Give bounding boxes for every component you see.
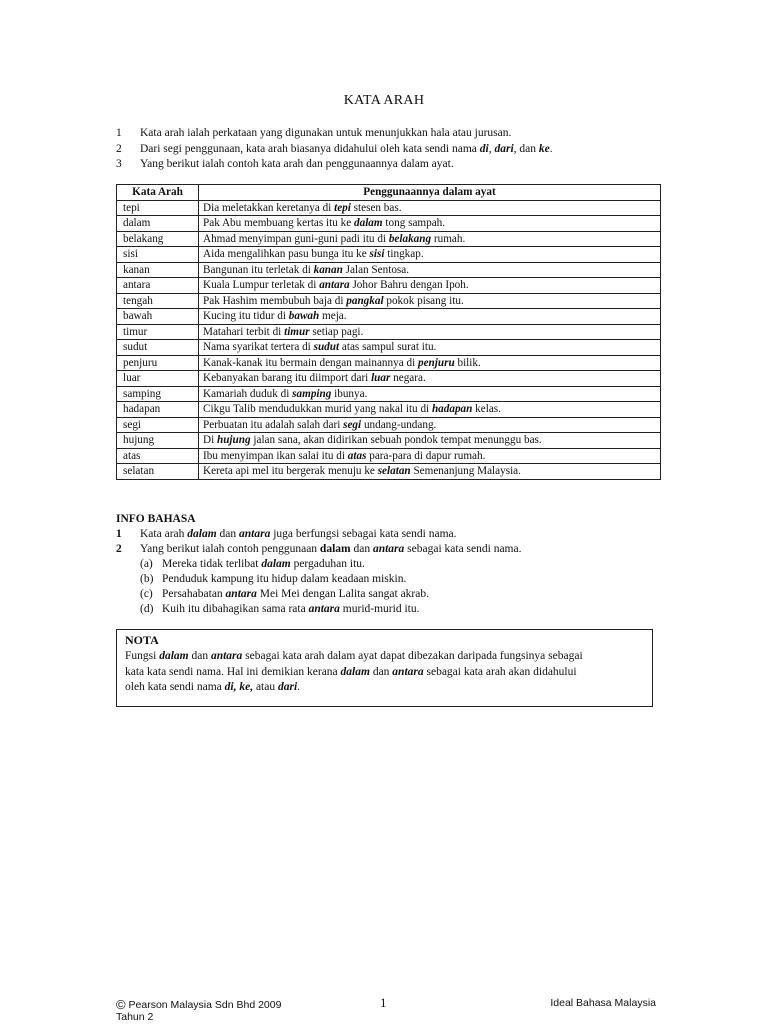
intro-text	[140, 158, 454, 170]
plain-text: Kata arah	[140, 528, 188, 540]
example-text	[162, 588, 429, 600]
plain-text: dan	[216, 528, 239, 540]
example-label: (a)	[140, 558, 153, 570]
plain-text: .	[549, 142, 553, 155]
table-row	[117, 386, 661, 402]
emphasis-text: antara	[239, 528, 271, 540]
plain-text: Yang berikut ialah contoh kata arah dan penggunaannya dalam ayat.	[140, 158, 454, 170]
example-item	[116, 557, 676, 572]
plain-text: dan	[369, 665, 393, 678]
plain-text: Yang berikut ialah contoh penggunaan	[140, 543, 320, 555]
info-item	[116, 542, 676, 557]
table-row	[117, 448, 661, 464]
kata-arah-cell: hadapan	[117, 402, 199, 418]
plain-text: Penduduk kampung itu hidup dalam keadaan miskin.	[162, 573, 407, 585]
kata-arah-cell: timur	[117, 324, 199, 340]
emphasis-text: antara	[372, 543, 405, 555]
emphasis-text: belakang	[388, 232, 432, 245]
plain-text: juga berfungsi sebagai kata sendi nama.	[270, 528, 457, 540]
plain-text: atau	[253, 681, 278, 693]
emphasis-text: kanan	[313, 263, 343, 276]
kata-arah-cell: segi	[117, 417, 199, 433]
table-row	[117, 278, 661, 294]
example-sentence-cell	[199, 247, 661, 263]
emphasis-text: luar	[371, 372, 391, 385]
emphasis-text: dalam	[354, 217, 383, 230]
plain-text: Kuih itu dibahagikan sama rata	[162, 603, 309, 615]
plain-text: atas sampul surat itu.	[339, 341, 437, 354]
plain-text: , dan	[513, 142, 539, 155]
plain-text: oleh kata sendi nama	[125, 681, 225, 693]
info-number: 1	[116, 528, 122, 540]
plain-text: undang-undang.	[361, 418, 437, 431]
kata-arah-cell: tepi	[117, 200, 199, 216]
column-header-kata-arah: Kata Arah	[117, 185, 199, 201]
plain-text: pokok pisang itu.	[383, 294, 464, 307]
plain-text: bilik.	[454, 356, 481, 369]
emphasis-text: tepi	[334, 201, 351, 214]
plain-text: para-para di dapur rumah.	[366, 449, 486, 462]
emphasis-text: dalam	[159, 650, 189, 662]
example-sentence-cell	[199, 231, 661, 247]
emphasis-text: antara	[308, 603, 340, 615]
plain-text: ibunya.	[331, 387, 368, 400]
page-title: KATA ARAH	[343, 93, 425, 108]
intro-text	[140, 143, 553, 155]
nota-line	[125, 649, 644, 665]
example-sentence-cell	[199, 386, 661, 402]
plain-text: ,	[488, 142, 495, 155]
kata-arah-cell: samping	[117, 386, 199, 402]
kata-arah-cell: kanan	[117, 262, 199, 278]
example-sentence-cell	[199, 402, 661, 418]
emphasis-text: dalam	[187, 528, 217, 540]
table-row	[117, 417, 661, 433]
example-sentence-cell	[199, 417, 661, 433]
info-item	[116, 527, 676, 542]
plain-text: Kanak-kanak itu bermain dengan mainannya di	[203, 356, 418, 369]
example-sentence-cell	[199, 293, 661, 309]
plain-text: Aida mengalihkan pasu bunga itu ke	[203, 248, 370, 261]
example-label: (b)	[140, 573, 154, 585]
table-header-row	[117, 185, 661, 201]
plain-text: Johor Bahru dengan Ipoh.	[349, 279, 469, 292]
info-heading: INFO BAHASA	[116, 513, 196, 525]
book-title: Ideal Bahasa Malaysia	[550, 997, 656, 1009]
table-row	[117, 200, 661, 216]
example-sentence-cell	[199, 324, 661, 340]
plain-text: Persahabatan	[162, 588, 226, 600]
emphasis-text: di	[479, 142, 489, 155]
kata-arah-table	[116, 184, 661, 480]
copyright-icon: ©	[116, 997, 126, 1012]
emphasis-text: antara	[210, 650, 243, 662]
nota-heading: NOTA	[125, 633, 159, 647]
plain-text: rumah.	[431, 232, 466, 245]
emphasis-text: dari	[494, 142, 514, 155]
kata-arah-cell: dalam	[117, 216, 199, 232]
intro-text	[140, 127, 511, 139]
kata-arah-cell: atas	[117, 448, 199, 464]
example-sentence-cell	[199, 464, 661, 480]
example-sentence-cell	[199, 433, 661, 449]
kata-arah-cell: bawah	[117, 309, 199, 325]
emphasis-text: penjuru	[417, 356, 455, 369]
emphasis-text: bawah	[288, 310, 320, 323]
kata-arah-cell: belakang	[117, 231, 199, 247]
emphasis-text: antara	[225, 588, 257, 600]
plain-text: dan	[350, 543, 373, 555]
nota-line	[125, 680, 644, 696]
table-row	[117, 371, 661, 387]
plain-text: Pak Abu membuang kertas itu ke	[203, 217, 355, 230]
plain-text: Kebanyakan barang itu diimport dari	[203, 372, 372, 385]
table-body	[117, 200, 661, 479]
emphasis-text: antara	[319, 279, 350, 292]
column-header-penggunaan: Penggunaannya dalam ayat	[199, 185, 661, 201]
table-row	[117, 324, 661, 340]
emphasis-text: sudut	[313, 341, 340, 354]
intro-number: 3	[116, 158, 122, 170]
plain-text: murid-murid itu.	[339, 603, 420, 615]
example-sentence-cell	[199, 262, 661, 278]
kata-arah-cell: penjuru	[117, 355, 199, 371]
example-sentence-cell	[199, 309, 661, 325]
table-row	[117, 355, 661, 371]
plain-text: dan	[188, 650, 211, 662]
plain-text: pergaduhan itu.	[290, 558, 365, 570]
plain-text: negara.	[390, 372, 426, 385]
plain-text: Cikgu Talib mendudukkan murid yang nakal itu di	[203, 403, 432, 416]
example-sentence-cell	[199, 448, 661, 464]
plain-text: kata kata sendi nama. Hal ini demikian kerana	[125, 665, 341, 678]
kata-arah-cell: antara	[117, 278, 199, 294]
kata-arah-cell: sisi	[117, 247, 199, 263]
table-row	[117, 402, 661, 418]
plain-text: sebagai kata arah akan didahului	[423, 665, 577, 678]
kata-arah-cell: hujung	[117, 433, 199, 449]
plain-text: meja.	[319, 310, 347, 323]
emphasis-text: segi	[343, 418, 362, 431]
table-row	[117, 216, 661, 232]
emphasis-text: dalam	[261, 558, 291, 570]
plain-text: Jalan Sentosa.	[342, 263, 410, 276]
example-item	[116, 587, 676, 602]
table-row	[117, 433, 661, 449]
kata-arah-cell: luar	[117, 371, 199, 387]
example-item	[116, 572, 676, 587]
info-text	[140, 528, 457, 540]
plain-text: Perbuatan itu adalah salah dari	[203, 418, 344, 431]
table-row	[117, 247, 661, 263]
plain-text: Fungsi	[125, 650, 160, 662]
example-text	[162, 603, 419, 615]
plain-text: Matahari terbit di	[203, 325, 285, 338]
info-number: 2	[116, 543, 122, 555]
plain-text: Mei Mei dengan Lalita sangat akrab.	[256, 588, 429, 600]
emphasis-text: dari	[277, 681, 298, 693]
example-label: (d)	[140, 603, 154, 615]
table-row	[117, 262, 661, 278]
bold-text: dalam	[319, 543, 351, 555]
example-sentence-cell	[199, 278, 661, 294]
example-sentence-cell	[199, 355, 661, 371]
plain-text: Nama syarikat tertera di	[203, 341, 314, 354]
plain-text: .	[297, 681, 301, 693]
footer-publisher	[116, 997, 281, 1012]
kata-arah-cell: sudut	[117, 340, 199, 356]
plain-text: stesen bas.	[350, 201, 402, 214]
plain-text: tong sampah.	[382, 217, 446, 230]
example-text	[162, 573, 406, 585]
emphasis-text: atas	[347, 449, 367, 462]
plain-text: Kuala Lumpur terletak di	[203, 279, 320, 292]
example-item	[116, 602, 676, 617]
example-sentence-cell	[199, 371, 661, 387]
nota-line	[125, 665, 644, 681]
emphasis-text: selatan	[377, 465, 411, 478]
intro-item	[116, 157, 676, 173]
plain-text: Di	[203, 434, 217, 447]
publisher-text: Pearson Malaysia Sdn Bhd 2009	[128, 999, 282, 1011]
emphasis-text: hujung	[216, 434, 251, 447]
emphasis-text: timur	[284, 325, 310, 338]
table-row	[117, 340, 661, 356]
intro-item	[116, 126, 676, 142]
emphasis-text: samping	[292, 387, 332, 400]
plain-text: Semenanjung Malaysia.	[410, 465, 521, 478]
emphasis-text: dalam	[340, 665, 370, 678]
plain-text: Mereka tidak terlibat	[162, 558, 262, 570]
example-sentence-cell	[199, 216, 661, 232]
page-number: 1	[380, 995, 387, 1010]
intro-number: 1	[116, 127, 122, 139]
plain-text: Dia meletakkan keretanya di	[203, 201, 335, 214]
plain-text: kelas.	[472, 403, 501, 416]
plain-text: sebagai kata sendi nama.	[404, 543, 522, 555]
kata-arah-cell: tengah	[117, 293, 199, 309]
example-sentence-cell	[199, 340, 661, 356]
plain-text: sebagai kata arah dalam ayat dapat dibezakan daripada fungsinya sebagai	[242, 650, 583, 662]
nota-box	[116, 629, 653, 707]
intro-item	[116, 142, 676, 158]
intro-list	[116, 126, 676, 173]
plain-text: Ahmad menyimpan guni-guni padi itu di	[203, 232, 389, 245]
plain-text: Ibu menyimpan ikan salai itu di	[203, 449, 348, 462]
plain-text: Bangunan itu terletak di	[203, 263, 314, 276]
example-label: (c)	[140, 588, 153, 600]
plain-text: jalan sana, akan didirikan sebuah pondok tempat menunggu bas.	[250, 434, 542, 447]
intro-number: 2	[116, 142, 122, 155]
table-row	[117, 231, 661, 247]
emphasis-text: ke	[538, 142, 550, 155]
plain-text: tingkap.	[384, 248, 424, 261]
emphasis-text: antara	[392, 665, 424, 678]
emphasis-text: pangkal	[346, 294, 384, 307]
emphasis-text: hadapan	[431, 403, 473, 416]
grade-label: Tahun 2	[116, 1011, 154, 1023]
kata-arah-cell: selatan	[117, 464, 199, 480]
info-bahasa-section	[116, 512, 676, 617]
table-row	[117, 293, 661, 309]
table-row	[117, 464, 661, 480]
page-footer	[116, 995, 656, 1025]
emphasis-text: di, ke,	[224, 681, 254, 693]
table-row	[117, 309, 661, 325]
plain-text: setiap pagi.	[309, 325, 364, 338]
plain-text: Kamariah duduk di	[203, 387, 293, 400]
example-text	[162, 558, 365, 570]
emphasis-text: sisi	[369, 248, 385, 261]
info-text	[140, 543, 521, 555]
plain-text: Kereta api mel itu bergerak menuju ke	[203, 465, 378, 478]
example-sentence-cell	[199, 200, 661, 216]
plain-text: Dari segi penggunaan, kata arah biasanya didahului oleh kata sendi nama	[140, 142, 480, 155]
plain-text: Kata arah ialah perkataan yang digunakan untuk menunjukkan hala atau jurusan.	[140, 127, 512, 139]
plain-text: Kucing itu tidur di	[203, 310, 289, 323]
plain-text: Pak Hashim membubuh baja di	[203, 294, 347, 307]
